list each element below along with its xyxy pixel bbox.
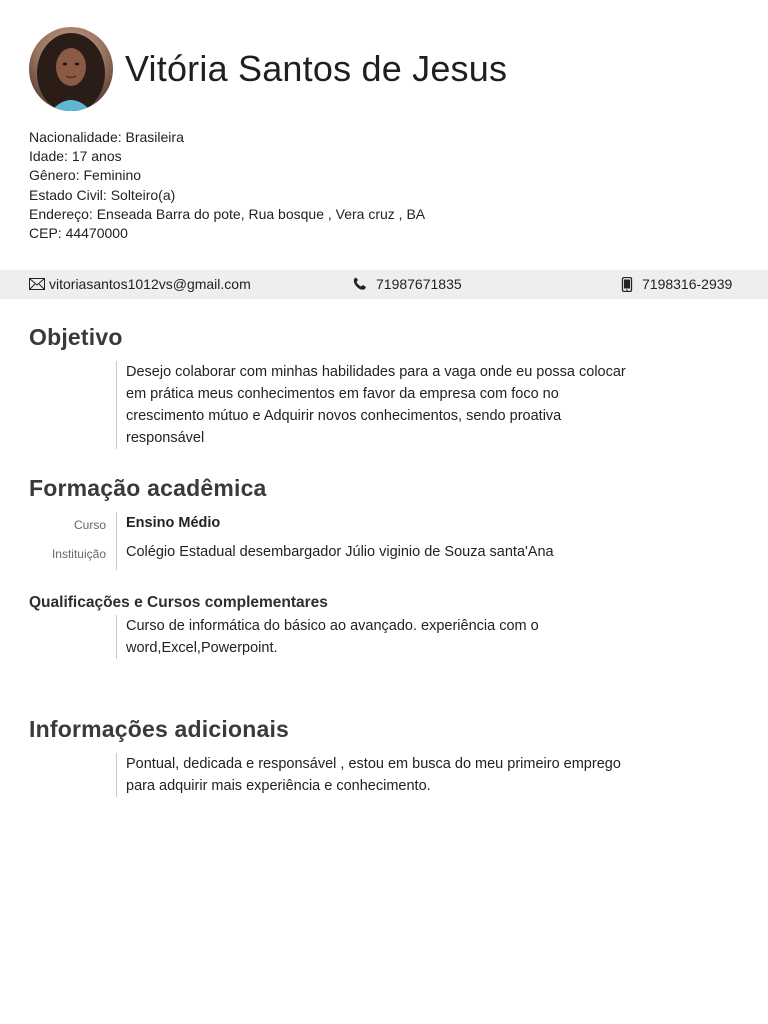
phone-text[interactable]: 71987671835 xyxy=(376,276,462,292)
personal-info xyxy=(29,128,425,243)
education-title: Formação acadêmica xyxy=(29,475,267,501)
nationality-line: Nacionalidade: Brasileira xyxy=(29,129,184,145)
objective-line: em prática meus conhecimentos em favor da empresa com foco no xyxy=(126,386,559,402)
gender-line: Gênero: Feminino xyxy=(29,167,142,184)
contact-bar xyxy=(0,270,768,299)
marital-status-line: Estado Civil: Solteiro(a) xyxy=(29,186,176,203)
email-contact xyxy=(29,276,251,292)
profile-photo xyxy=(29,27,113,111)
additional-info-text xyxy=(116,753,621,797)
mobile-text[interactable]: 7198316-2939 xyxy=(642,276,733,292)
envelope-icon xyxy=(29,278,45,290)
qualifications-text xyxy=(116,615,539,659)
phone-contact xyxy=(352,276,462,292)
phone-icon xyxy=(352,277,368,291)
address-line: Endereço: Enseada Barra do pote, Rua bosque , Vera cruz , BA xyxy=(29,205,426,222)
objective-line: responsável xyxy=(126,430,205,446)
course-row xyxy=(0,512,768,541)
additional-info-line: para adquirir mais experiência e conhecimento. xyxy=(126,778,431,794)
avatar-portrait-icon xyxy=(29,27,113,111)
institution-label: Instituição xyxy=(51,547,106,561)
qualifications-title: Qualificações e Cursos complementares xyxy=(29,594,328,611)
additional-info-line: Pontual, dedicada e responsável , estou em busca do meu primeiro emprego xyxy=(126,756,621,772)
objective-title: Objetivo xyxy=(29,324,123,350)
mobile-phone-icon xyxy=(621,277,633,292)
qualifications-line: Curso de informática do básico ao avançado. experiência com o xyxy=(126,618,539,634)
candidate-name: Vitória Santos de Jesus xyxy=(125,48,508,89)
mobile-contact xyxy=(621,276,732,292)
course-value: Ensino Médio xyxy=(116,512,220,541)
qualifications-line: word,Excel,Powerpoint. xyxy=(126,640,278,656)
resume-header xyxy=(29,27,507,111)
institution-row xyxy=(0,541,768,570)
age-line: Idade: 17 anos xyxy=(29,148,122,165)
email-text[interactable]: vitoriasantos1012vs@gmail.com xyxy=(49,276,251,292)
additional-info-title: Informações adicionais xyxy=(29,716,290,742)
education-block xyxy=(0,512,768,570)
cep-line: CEP: 44470000 xyxy=(29,225,128,242)
objective-line: Desejo colaborar com minhas habilidades para a vaga onde eu possa colocar xyxy=(126,364,626,380)
objective-line: crescimento mútuo e Adquirir novos conhecimentos, sendo proativa xyxy=(126,408,562,424)
objective-text xyxy=(116,361,626,449)
institution-value: Colégio Estadual desembargador Júlio viginio de Souza santa'Ana xyxy=(116,541,554,570)
course-label: Curso xyxy=(73,518,106,532)
